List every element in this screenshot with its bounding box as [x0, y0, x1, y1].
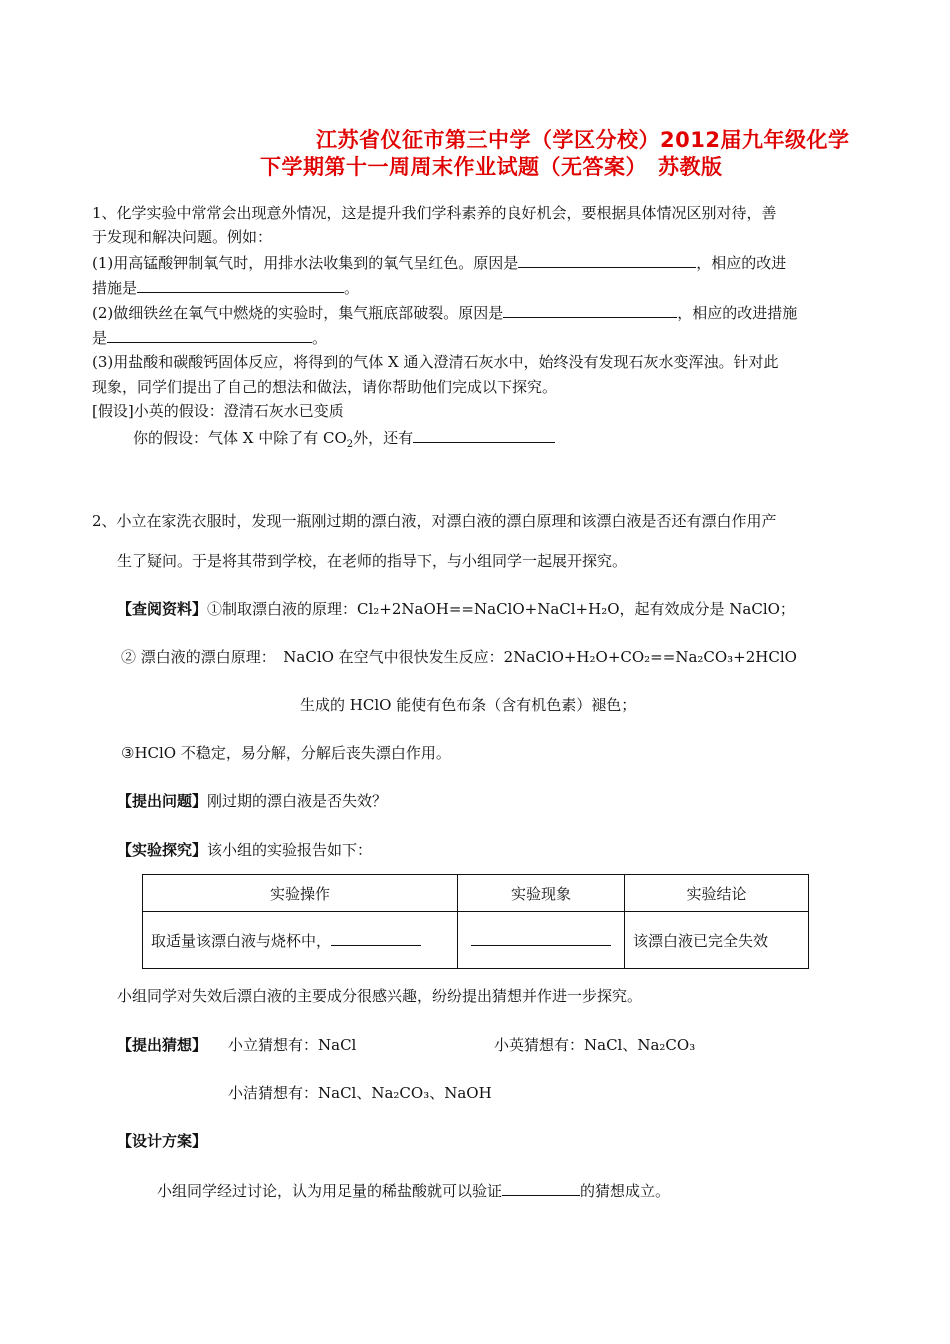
table-operation-text: 取适量该漂白液与烧杯中， [151, 931, 332, 950]
q2-guess-xiaojie: 小洁猜想有：NaCl、Na₂CO₃、NaOH [228, 1084, 492, 1102]
q2-explore-text: 该小组的实验报告如下： [207, 841, 373, 859]
table-row [143, 912, 809, 969]
q1-intro-line1: 1、化学实验中常常会出现意外情况，这是提升我们学科素养的良好机会，要根据具体情况区别对待，善 [92, 204, 777, 222]
q2-design-text1: 小组同学经过讨论，认为用足量的稀盐酸就可以验证 [157, 1182, 503, 1200]
q2-guess [117, 1035, 207, 1055]
q1-hyp-text2: 外，还有 [353, 429, 414, 447]
q1-part2-blank-fix[interactable] [107, 327, 312, 343]
q2-guess-xiaoying: 小英猜想有：NaCl、Na₂CO₃ [494, 1036, 696, 1054]
table-header-row [143, 875, 809, 912]
q1-part2-blank-reason[interactable] [503, 302, 677, 318]
q1-hyp-sub: 2 [346, 439, 354, 450]
q2-question [117, 791, 387, 811]
q1-part2 [92, 302, 797, 323]
q2-design-text2: 的猜想成立。 [580, 1182, 671, 1200]
q2-ref-text1: ①制取漂白液的原理：Cl₂+2NaOH==NaClO+NaCl+H₂O，起有效成分是 NaClO； [207, 600, 795, 618]
table-header-phenomenon: 实验现象 [458, 875, 625, 912]
q1-part2-text2: ，相应的改进措施 [677, 304, 798, 322]
doc-title-line2: 下学期第十一周周末作业试题（无答案） 苏教版 [260, 155, 723, 179]
q1-part1-text4: 。 [344, 279, 360, 297]
table-cell-phenomenon [458, 912, 625, 969]
q1-part1-text3: 措施是 [92, 279, 138, 297]
q1-part2-text4: 。 [312, 329, 328, 347]
q1-hypothesis-xiaoying: [假设]小英的假设：澄清石灰水已变质 [92, 402, 344, 420]
q1-part2-text3: 是 [92, 329, 108, 347]
q2-ref-line1 [117, 599, 795, 619]
q1-part1-cont [92, 277, 359, 298]
q2-explore [117, 840, 372, 860]
q1-part1 [92, 252, 786, 273]
q1-intro-line2: 于发现和解决问题。例如： [92, 228, 273, 246]
q2-after-table: 小组同学对失效后漂白液的主要成分很感兴趣，纷纷提出猜想并作进一步探究。 [117, 987, 643, 1005]
table-header-conclusion: 实验结论 [625, 875, 809, 912]
q2-design-blank[interactable] [502, 1180, 580, 1196]
q2-design [117, 1131, 207, 1151]
q2-guess-xiaoli: 小立猜想有：NaCl [228, 1036, 357, 1054]
q1-part2-cont [92, 327, 327, 348]
q2-design-text [157, 1180, 670, 1201]
q1-hyp-text: 你的假设：气体 X 中除了有 CO [133, 429, 347, 447]
q1-part1-blank-reason[interactable] [518, 252, 696, 268]
q1-hypothesis-yours [133, 427, 555, 455]
q1-part3-line2: 现象，同学们提出了自己的想法和做法，请你帮助他们完成以下探究。 [92, 378, 558, 396]
q2-ref-line2: ② 漂白液的漂白原理： NaClO 在空气中很快发生反应：2NaClO+H₂O+CO₂==Na₂CO₃+2HClO [121, 648, 797, 666]
doc-title-line1: 江苏省仪征市第三中学（学区分校）2012届九年级化学 [316, 128, 850, 152]
q1-part1-blank-fix[interactable] [137, 277, 344, 293]
q2-intro-line2: 生了疑问。于是将其带到学校，在老师的指导下，与小组同学一起展开探究。 [117, 552, 628, 570]
table-header-operation: 实验操作 [143, 875, 458, 912]
q2-guess-label: 【提出猜想】 [117, 1036, 208, 1054]
q2-design-label: 【设计方案】 [117, 1132, 208, 1150]
q2-question-label: 【提出问题】 [117, 792, 208, 810]
q2-ref-label: 【查阅资料】 [117, 600, 208, 618]
q1-part2-text: (2)做细铁丝在氧气中燃烧的实验时，集气瓶底部破裂。原因是 [92, 304, 504, 322]
q2-ref-line3: 生成的 HClO 能使有色布条（含有机色素）褪色； [300, 696, 637, 714]
q2-intro-line1: 2、小立在家洗衣服时，发现一瓶刚过期的漂白液，对漂白液的漂白原理和该漂白液是否还有漂白作用产 [92, 512, 777, 530]
table-cell-operation [143, 912, 458, 969]
table-operation-blank[interactable] [331, 930, 421, 946]
q2-ref-line4: ③HClO 不稳定，易分解，分解后丧失漂白作用。 [121, 744, 451, 762]
q1-hyp-blank[interactable] [413, 427, 555, 443]
q1-part1-text: (1)用高锰酸钾制氧气时，用排水法收集到的氧气呈红色。原因是 [92, 254, 519, 272]
q2-question-text: 刚过期的漂白液是否失效？ [207, 792, 388, 810]
table-cell-conclusion: 该漂白液已完全失效 [625, 912, 809, 969]
q1-part1-text2: ，相应的改进 [696, 254, 787, 272]
q1-part3-line1: (3)用盐酸和碳酸钙固体反应，将得到的气体 X 通入澄清石灰水中，始终没有发现石灰水变浑浊。针对此 [92, 353, 779, 371]
q2-explore-label: 【实验探究】 [117, 841, 208, 859]
table-phenomenon-blank[interactable] [471, 930, 611, 946]
experiment-report-table [142, 874, 809, 969]
